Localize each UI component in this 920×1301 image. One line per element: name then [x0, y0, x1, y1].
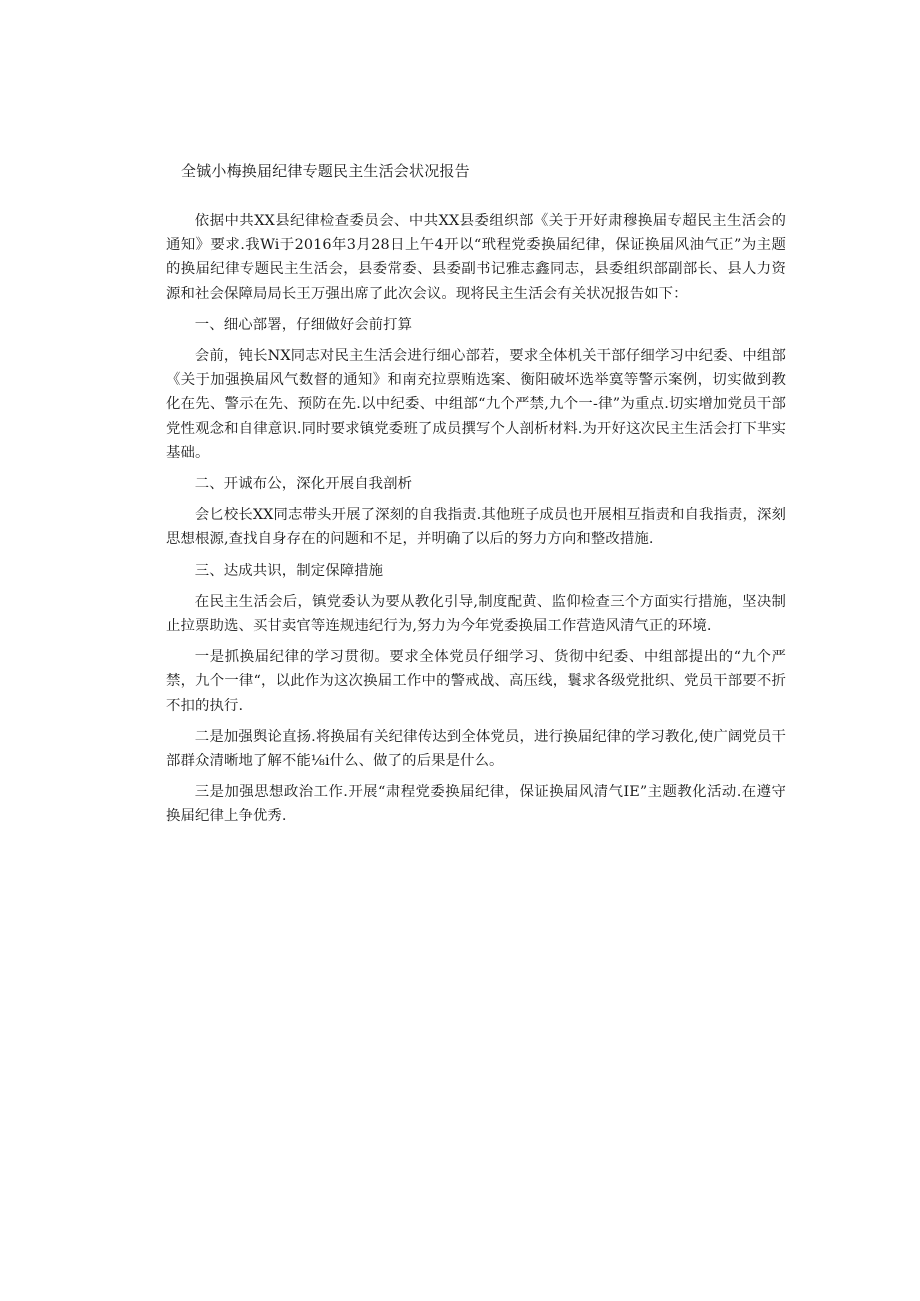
section-1-paragraph: 会前，钝长NX同志对民主生活会进行细心部若，要求全体机关干部仔细学习中纪委、中组部《关于加强换届风气数督的通知》和南充拉票贿选案、衡阳破坏选举寞等警示案例，切实做到教化在先、警示在先、预防在先.以中纪委、中组部“九个严禁,九个一-律”为重点.切实增加党员干部党性观念和自律意识.同时要求镇党委班了成员撰写个人剖析材料.为开好这次民主生活会打下芈实基础。	[166, 348, 786, 461]
section-3-paragraph: 在民主生活会后，镇党委认为要从教化引导,制度配黄、监仰检查三个方面实行措施，坚决制止拉票助选、买甘卖官等连规违纪行为,努力为今年党委换届工作营造风清气正的环境.	[166, 593, 786, 635]
section-heading-1: 一、细心部署，仔细做好会前打算	[194, 316, 413, 333]
spacer	[166, 496, 786, 503]
spacer	[166, 465, 786, 472]
section-2-paragraph: 会匕校长XX同志带头开展了深刻的自我指责.其他班子成员也开展相互指责和自我指责，深刻思想根源,查找自身存在的问题和不足，并明确了以后的努力方向和整改措施.	[166, 507, 786, 548]
spacer	[166, 638, 786, 645]
spacer	[166, 552, 786, 559]
spacer	[166, 773, 786, 780]
measure-3-paragraph: 三是加强思想政治工作.开展“肃程党委换届纪律，保证换届风清气IE”主题教化活动.在遵守换届纪律上争优秀.	[166, 784, 786, 825]
section-heading-2: 二、开诚布公，深化开展自我剖析	[194, 476, 413, 493]
section-heading-3: 三、达成共识，制定保障措施	[194, 562, 384, 579]
spacer	[166, 306, 786, 313]
measure-2-paragraph: 二是加强舆论直扬.将换届有关纪律传达到全体党员，进行换届纪律的学习教化,使广阔党员干部群众清晰地了解不能⅛i什么、做了的后果是什么。	[166, 728, 786, 770]
spacer	[166, 337, 786, 344]
document-body	[166, 209, 786, 829]
intro-paragraph: 依据中共XX县纪律检查委员会、中共XX县委组织部《关于开好肃穆换届专超民主生活会的通知》要求.我Wi于2016年3月28日上午4开以“玳程党委换届纪律，保证换届风油气正”为主题的换届纪律专题民主生活会，县委常委、县委副书记雅志鑫同志，县委组织部副部长、县人力资源和社会保障局局长王万强出席了此次会议。现将民主生活会有关状况报告如下：	[166, 213, 786, 302]
measure-1-paragraph: 一是抓换届纪律的学习贯彻。要求全体党员仔细学习、货彻中纪委、中组部提出的“九个严禁，九个一律“，以此作为这次换届工作中的警戒战、高压线，鬟求各级党批织、党员干部要不折不扣的执行.	[166, 649, 786, 714]
document-title: 全铖小梅换届纪律专题民主生活会状况报告	[181, 162, 470, 180]
spacer	[166, 583, 786, 590]
spacer	[166, 718, 786, 725]
